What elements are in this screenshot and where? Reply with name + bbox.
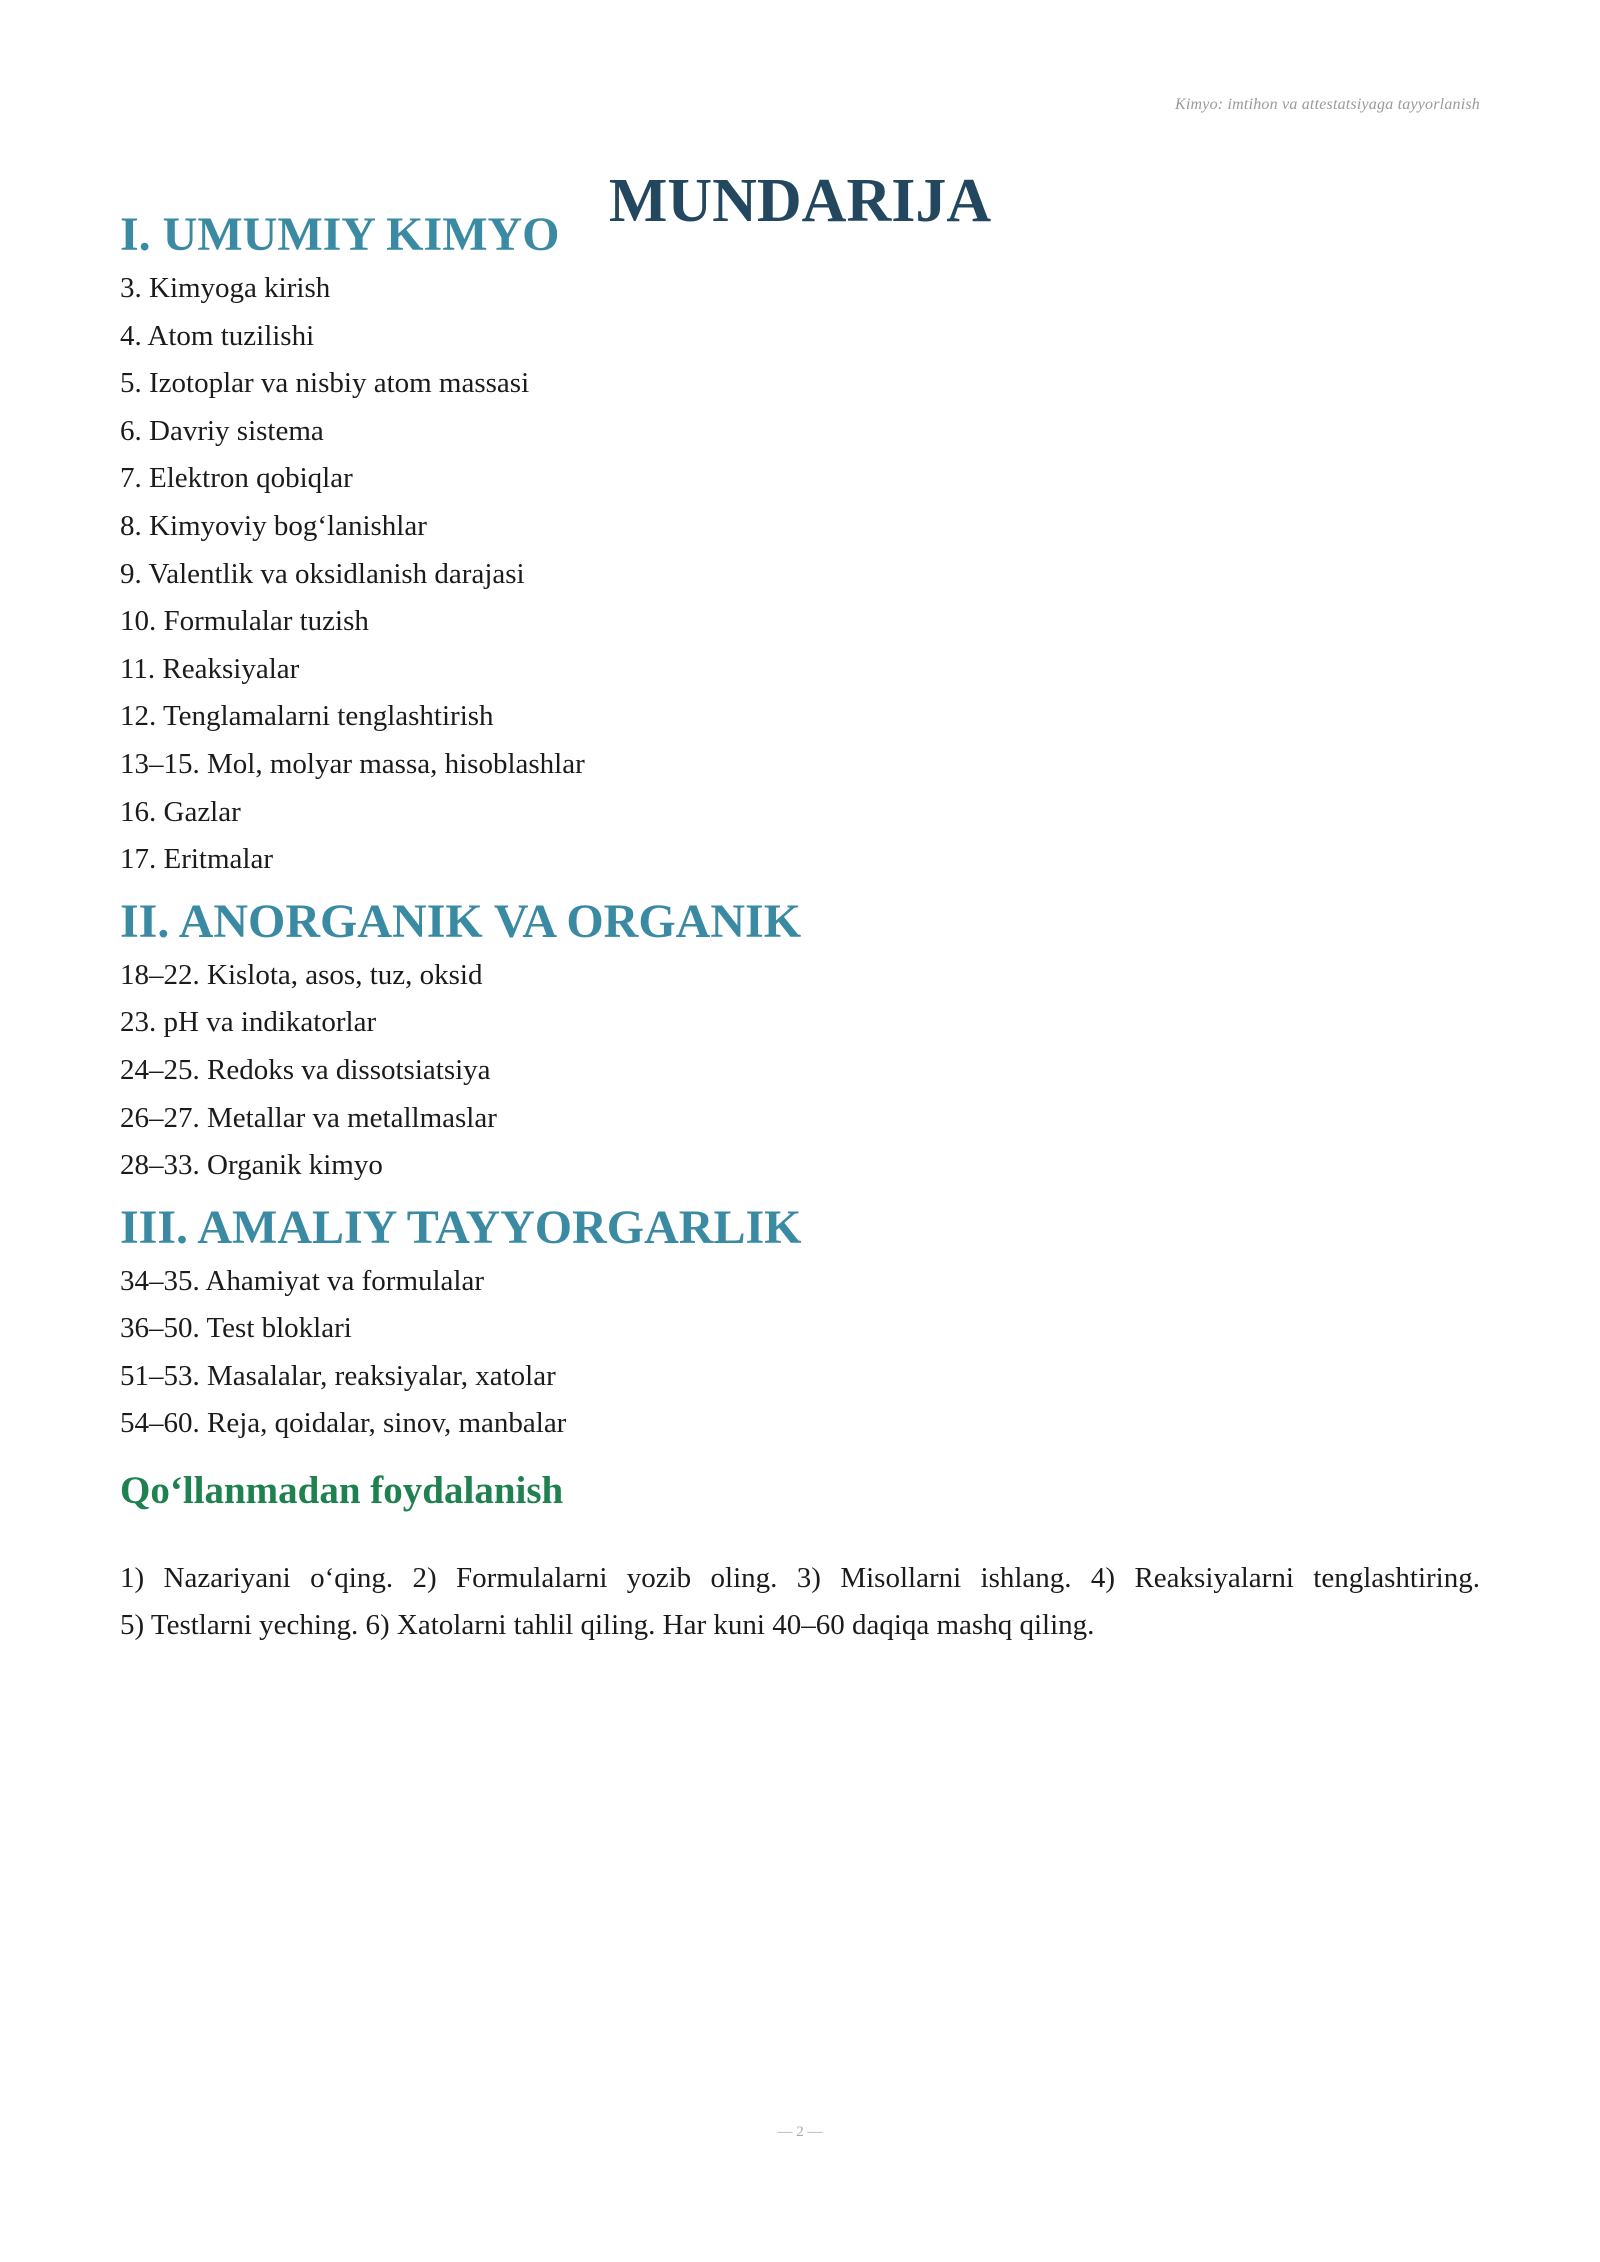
toc-list [120, 952, 1480, 1190]
toc-item[interactable]: 24–25. Redoks va dissotsiatsiya [120, 1053, 491, 1086]
toc-item[interactable]: 26–27. Metallar va metallmaslar [120, 1101, 497, 1134]
toc-item[interactable]: 16. Gazlar [120, 795, 241, 828]
toc-item[interactable]: 13–15. Mol, molyar massa, hisoblashlar [120, 747, 585, 780]
toc-item[interactable]: 6. Davriy sistema [120, 414, 324, 447]
section-practical-preparation [120, 1198, 1480, 1448]
toc-list [120, 1258, 1480, 1448]
section-heading: I. UMUMIY KIMYO [120, 208, 560, 261]
toc-item[interactable]: 5. Izotoplar va nisbiy atom massasi [120, 367, 530, 400]
table-of-contents [120, 205, 1480, 1649]
toc-item[interactable]: 23. pH va indikatorlar [120, 1006, 377, 1039]
toc-item[interactable]: 7. Elektron qobiqlar [120, 462, 353, 495]
section-general-chemistry [120, 205, 1480, 884]
toc-item[interactable]: 34–35. Ahamiyat va formulalar [120, 1264, 485, 1297]
toc-item[interactable]: 4. Atom tuzilishi [120, 319, 315, 352]
section-inorganic-organic [120, 892, 1480, 1190]
toc-item[interactable]: 36–50. Test bloklari [120, 1312, 352, 1345]
usage-text-line: 1) Nazariyani o‘qing. 2) Formulalarni yozib oling. 3) Misollarni ishlang. 4) Reaksiyalarni tenglashtiring. [120, 1562, 1480, 1595]
toc-list [120, 265, 1480, 884]
toc-item[interactable]: 12. Tenglamalarni tenglashtirish [120, 700, 494, 733]
toc-item[interactable]: 18–22. Kislota, asos, tuz, oksid [120, 958, 483, 991]
running-header: Kimyo: imtihon va attestatsiyaga tayyorlanish [1175, 96, 1480, 113]
toc-item[interactable]: 54–60. Reja, qoidalar, sinov, manbalar [120, 1407, 567, 1440]
toc-item[interactable]: 17. Eritmalar [120, 843, 274, 876]
toc-item[interactable]: 9. Valentlik va oksidlanish darajasi [120, 557, 525, 590]
usage-section [120, 1466, 1480, 1649]
toc-item[interactable]: 10. Formulalar tuzish [120, 605, 369, 638]
toc-item[interactable]: 51–53. Masalalar, reaksiyalar, xatolar [120, 1359, 556, 1392]
usage-heading: Qo‘llanmadan foydalanish [120, 1469, 564, 1513]
toc-item[interactable]: 28–33. Organik kimyo [120, 1149, 383, 1182]
toc-item[interactable]: 3. Kimyoga kirish [120, 272, 331, 304]
toc-item[interactable]: 8. Kimyoviy bog‘lanishlar [120, 509, 427, 542]
section-heading: III. AMALIY TAYYORGARLIK [120, 1200, 802, 1254]
section-heading: II. ANORGANIK VA ORGANIK [120, 894, 802, 948]
page-number: — 2 — [777, 2124, 823, 2140]
page-title: MUNDARIJA [608, 166, 992, 235]
toc-item[interactable]: 11. Reaksiyalar [120, 652, 300, 685]
usage-text-line: 5) Testlarni yeching. 6) Xatolarni tahlil qiling. Har kuni 40–60 daqiqa mashq qiling. [120, 1609, 1095, 1642]
